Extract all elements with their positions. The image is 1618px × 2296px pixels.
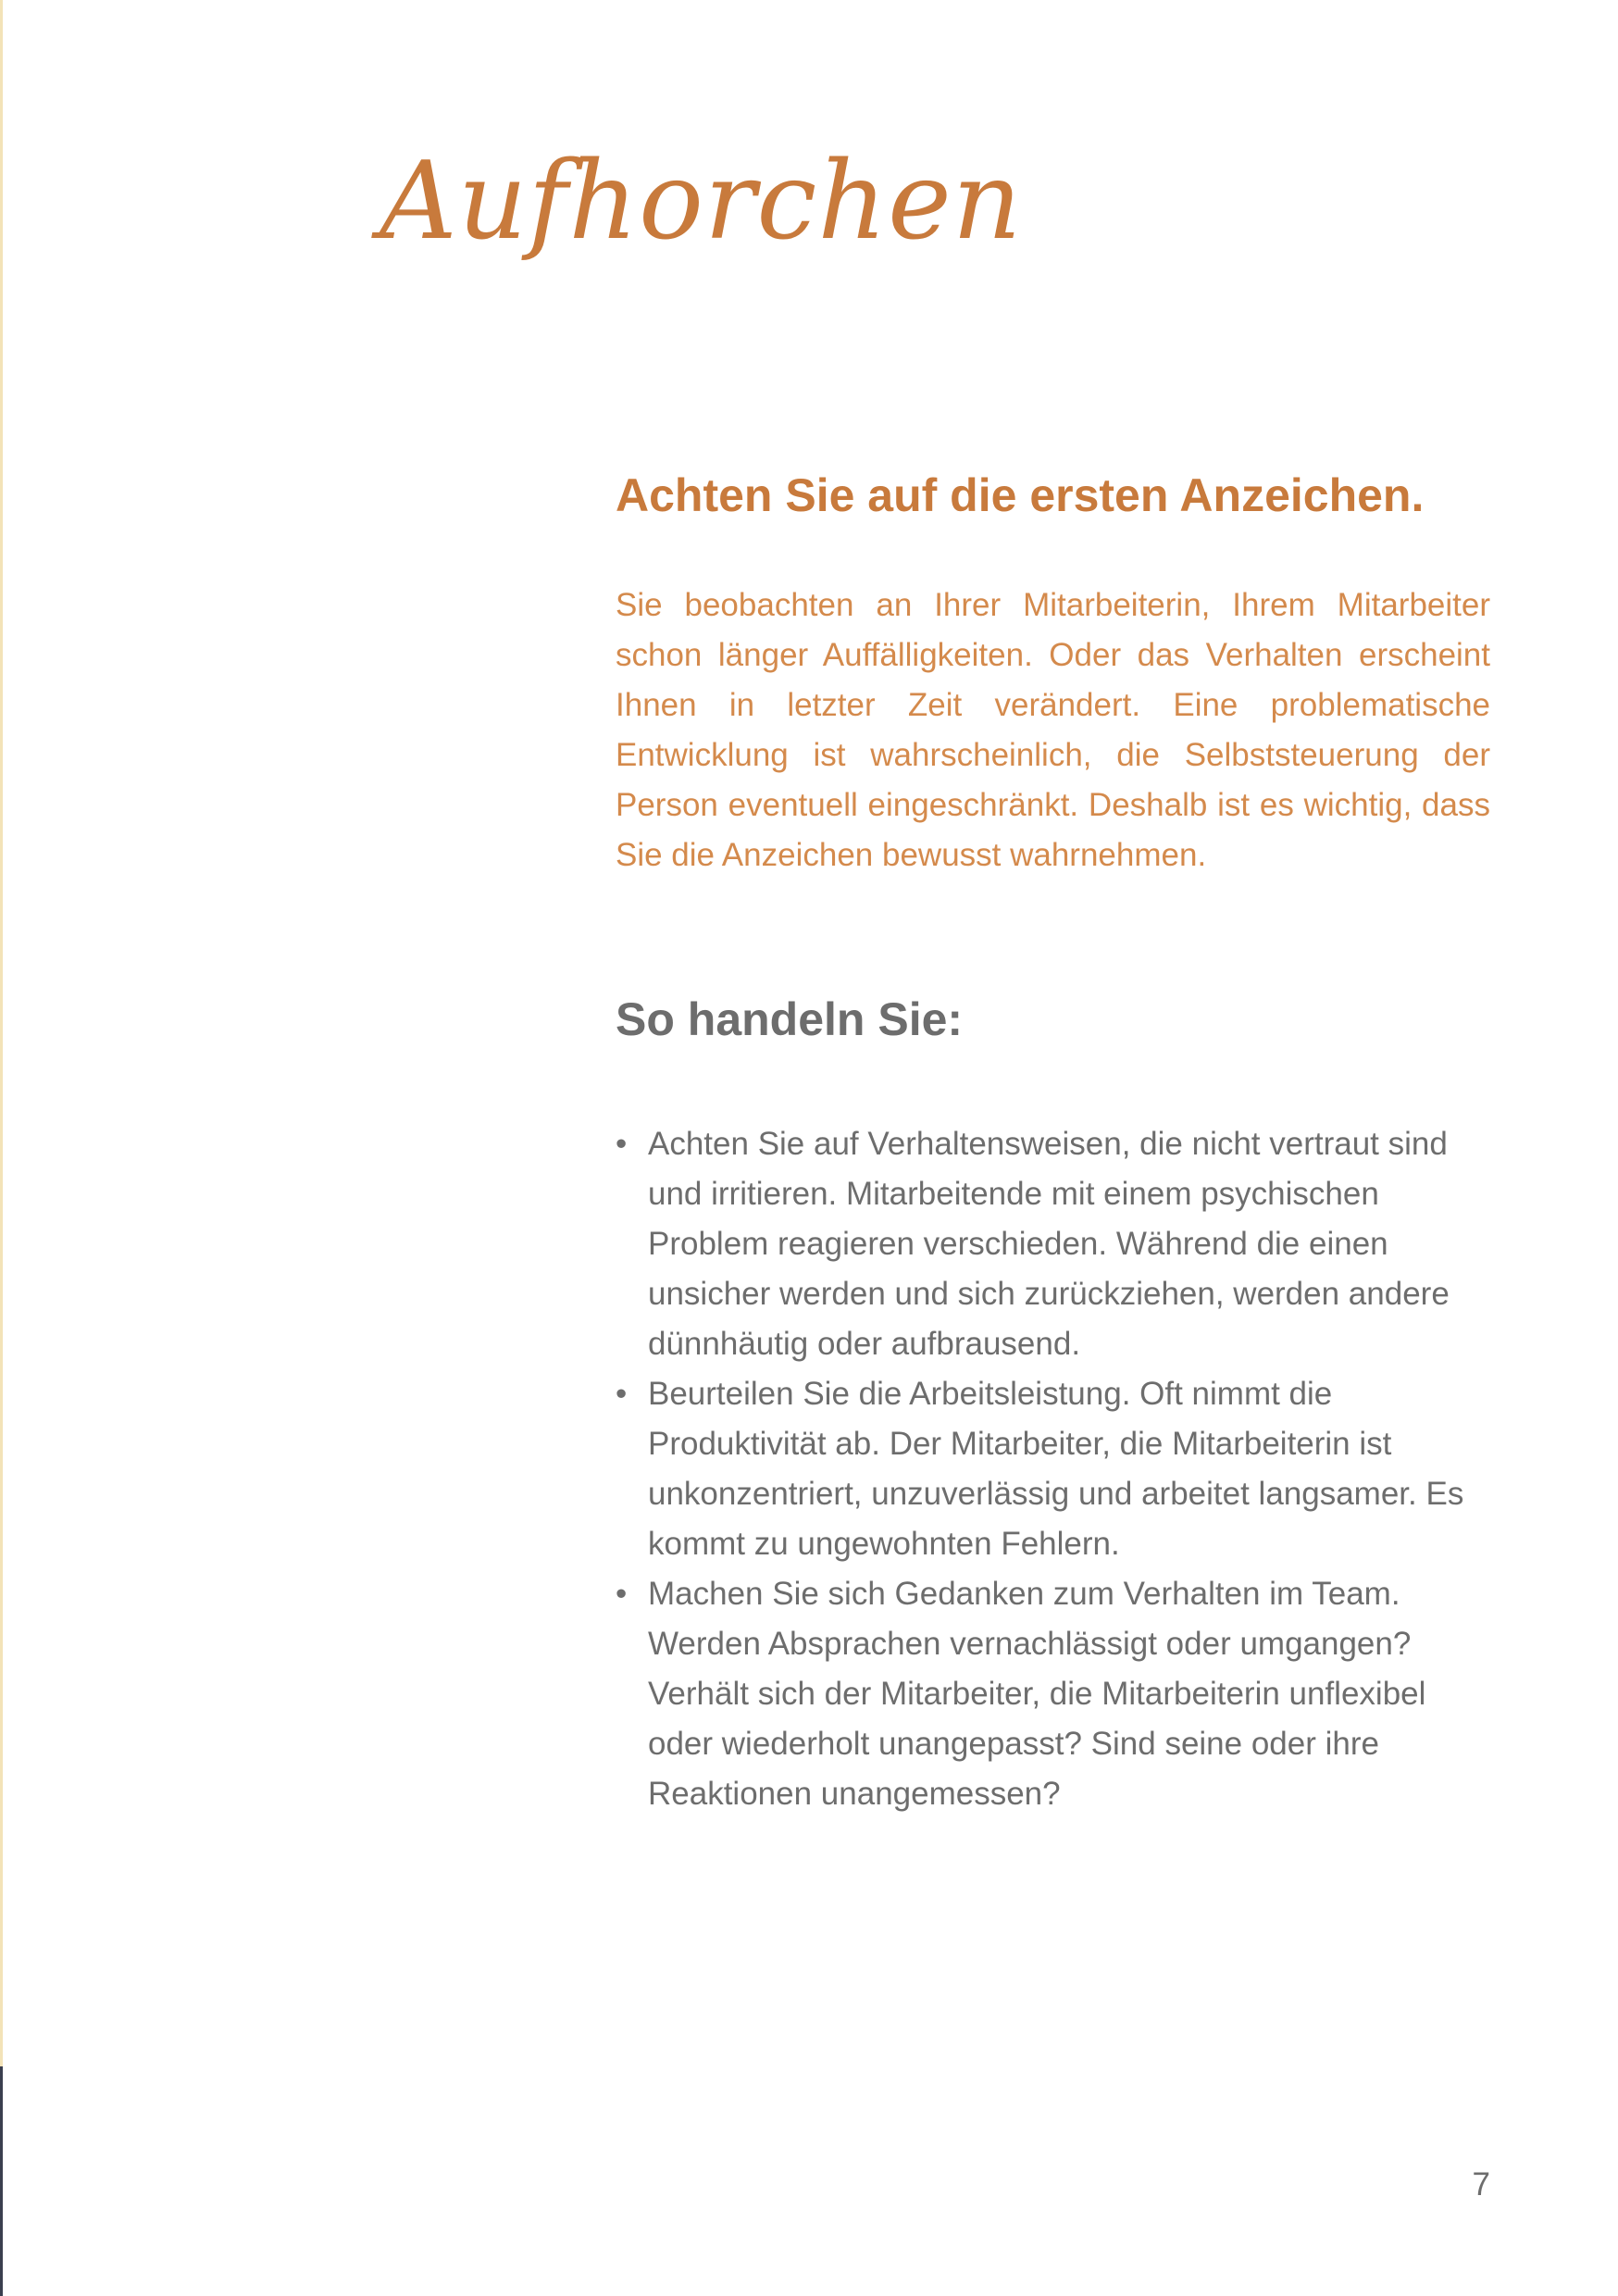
section-heading: Achten Sie auf die ersten Anzeichen. bbox=[616, 469, 1425, 521]
action-item-text: Achten Sie auf Verhaltensweisen, die nicht vertraut sind und irritieren. Mitarbeitende mit einem psychischen Problem reagieren verschieden. Während die einen unsicher werden und sich zurückziehen, werden andere dünnhäutig oder aufbrausend. bbox=[648, 1126, 1450, 1362]
action-list bbox=[616, 1119, 1490, 1819]
bullet-icon: • bbox=[616, 1576, 628, 1612]
action-item-text: Beurteilen Sie die Arbeitsleistung. Oft nimmt die Produktivität ab. Der Mitarbeiter, die Mitarbeiterin ist unkonzentriert, unzuverlässig und arbeitet langsamer. Es kommt zu ungewohnten Fehlern. bbox=[648, 1376, 1464, 1562]
action-item bbox=[616, 1119, 1490, 1369]
action-item bbox=[616, 1569, 1490, 1819]
bullet-icon: • bbox=[616, 1126, 628, 1162]
bullet-icon: • bbox=[616, 1376, 628, 1412]
action-item bbox=[616, 1369, 1490, 1569]
action-item-text: Machen Sie sich Gedanken zum Verhalten im Team. Werden Absprachen vernachlässigt oder umgangen? Verhält sich der Mitarbeiter, die Mitarbeiterin unflexibel oder wiederholt unangepasst? Sind seine oder ihre Reaktionen unangemessen? bbox=[648, 1576, 1426, 1812]
actions-heading: So handeln Sie: bbox=[616, 993, 964, 1045]
intro-paragraph: Sie beobachten an Ihrer Mitarbeiterin, Ihrem Mitarbeiter schon länger Auffälligkeiten. Oder das Verhalten erscheint Ihnen in letzter Zeit verändert. Eine problematische Entwicklung ist wahrscheinlich, die Selbststeuerung der Person eventuell eingeschränkt. Deshalb ist es wichtig, dass Sie die Anzeichen bewusst wahrnehmen. bbox=[616, 587, 1490, 873]
page-title: Aufhorchen bbox=[380, 139, 1023, 264]
main-content bbox=[616, 468, 1490, 1819]
page-edge-accent bbox=[0, 0, 3, 2296]
page-number: 7 bbox=[1472, 2166, 1490, 2202]
